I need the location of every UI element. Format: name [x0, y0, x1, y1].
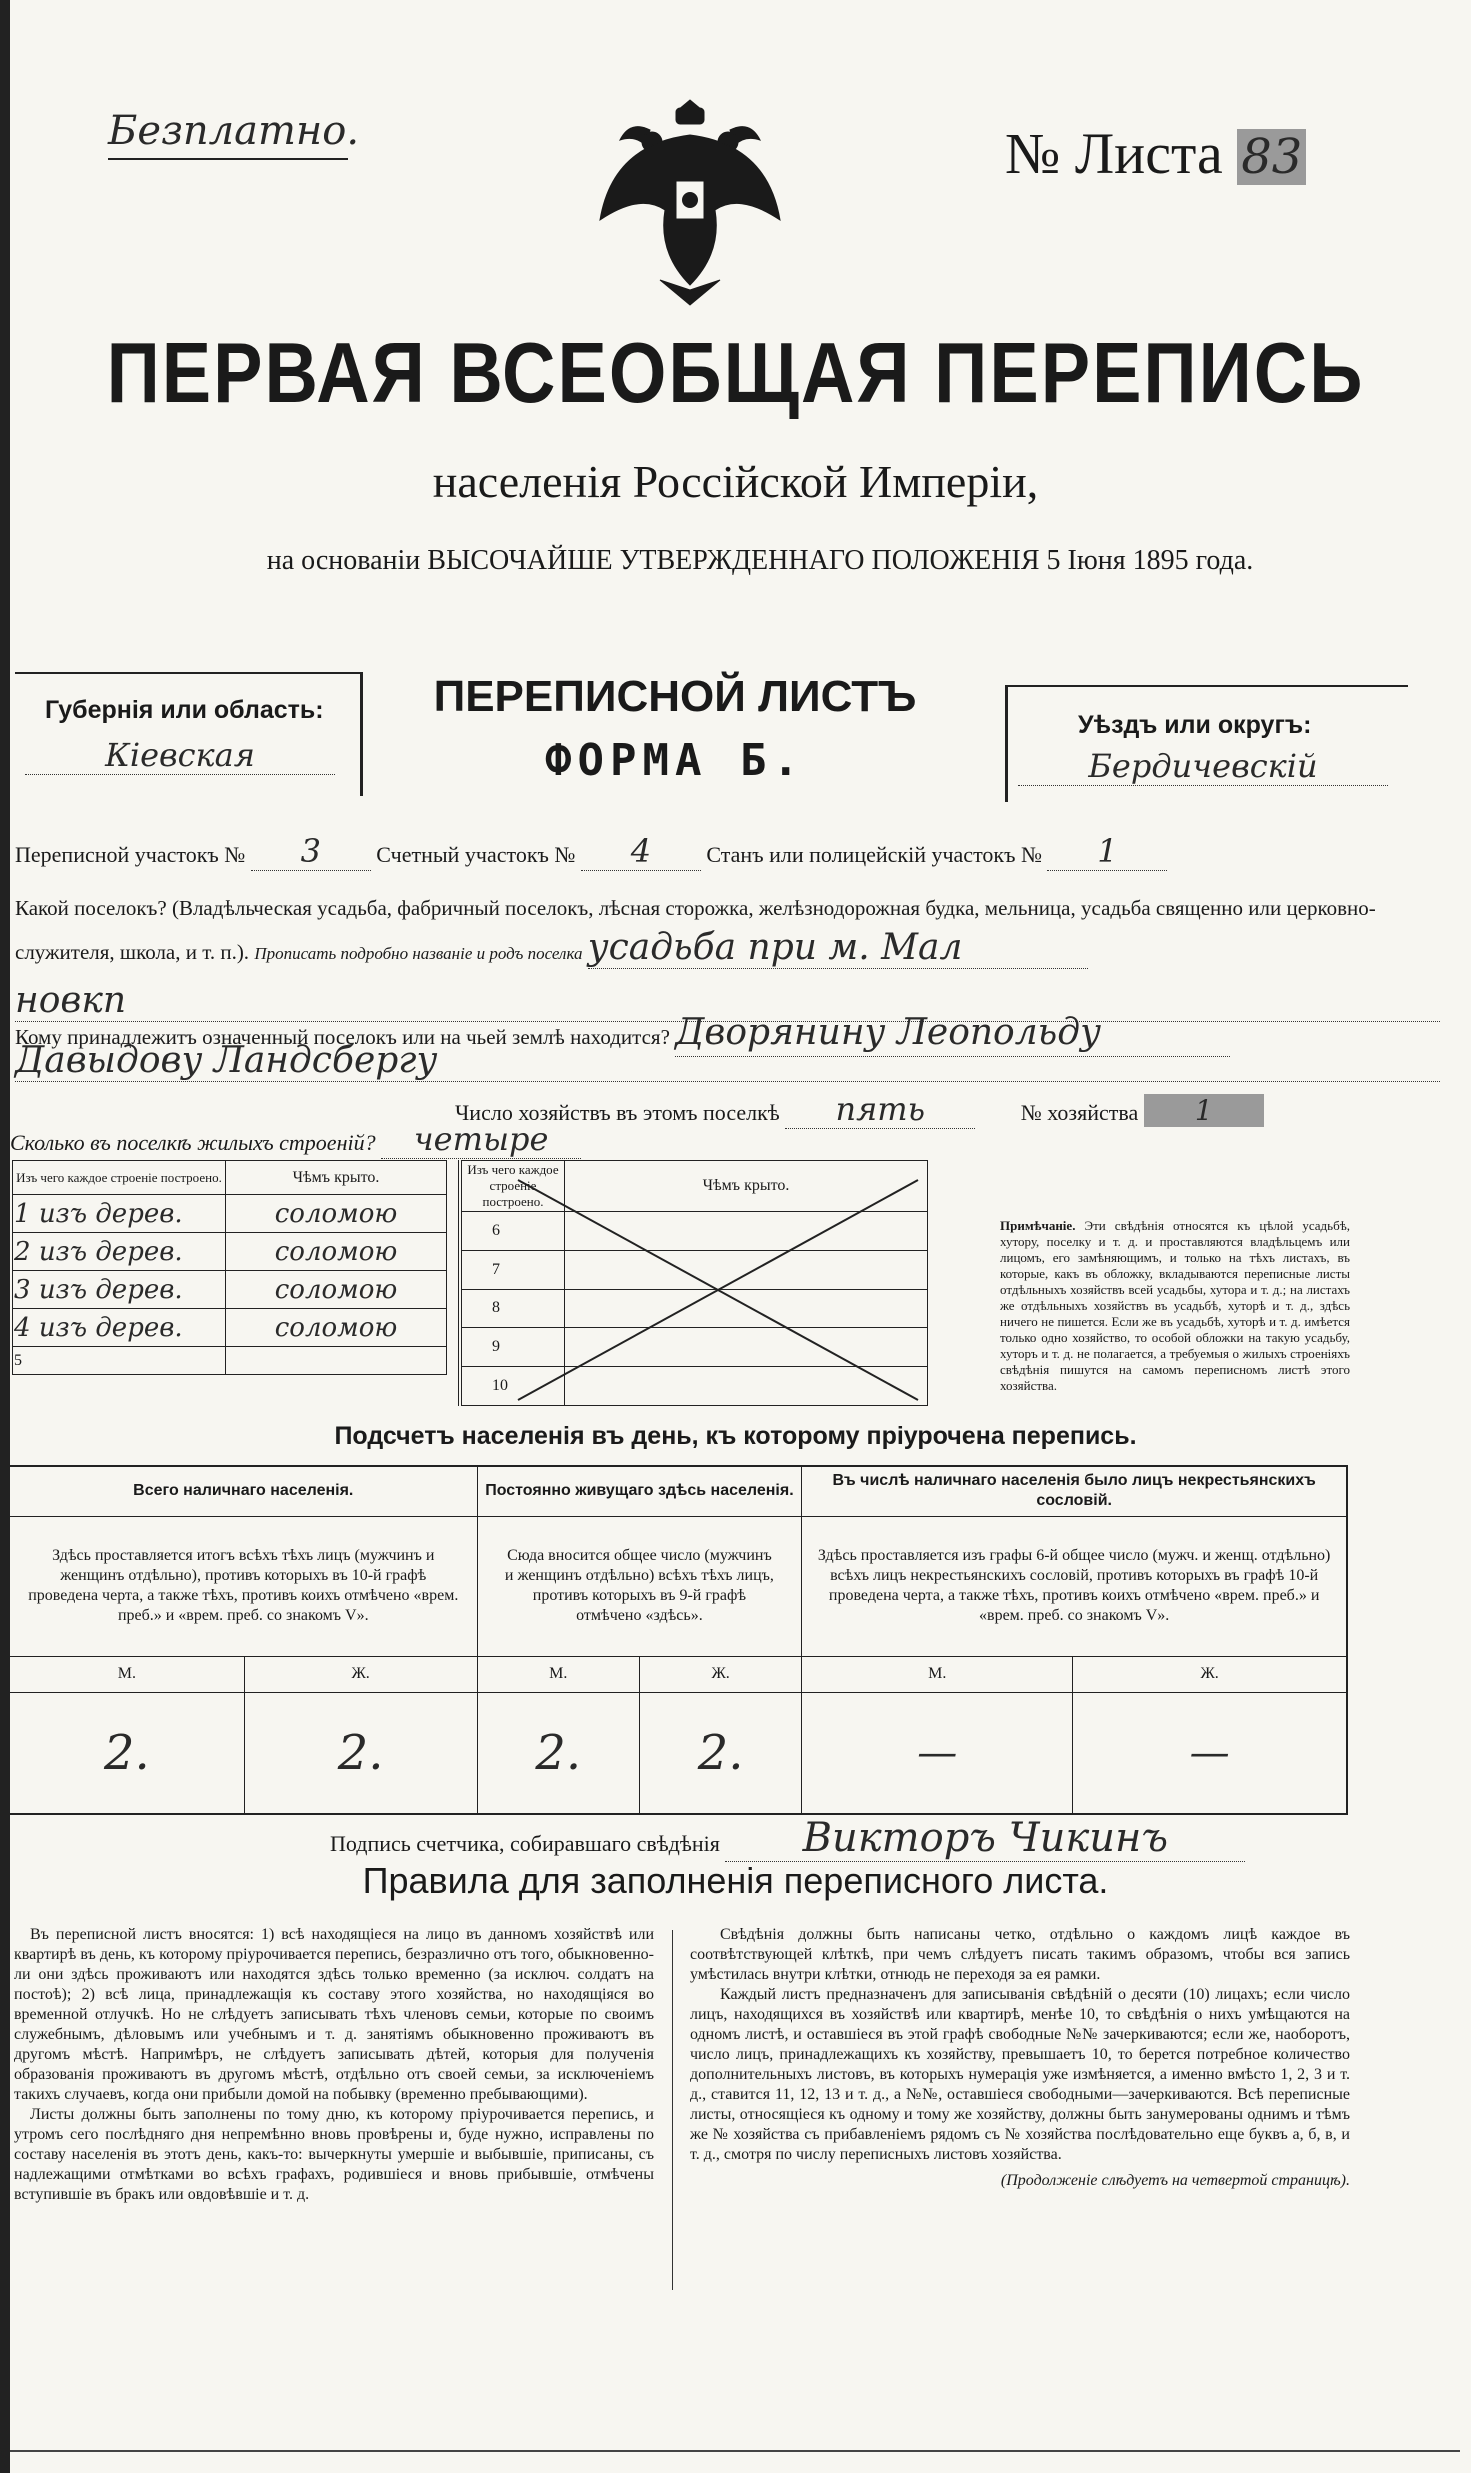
province-box — [15, 672, 363, 796]
sections-line — [15, 832, 1455, 871]
settlement-value-2: новкп — [15, 980, 1440, 1022]
note-text: Эти свѣдѣнія относятся къ цѣлой усадьбѣ, хутору, поселку и т. д. и проставляются владѣльцемъ или лицомъ, его замѣняющимъ, и только на тѣхъ листахъ, въ которые, какъ въ обложку, вкладываются переписные листы отдѣльныхъ хозяйствъ всей усадьбы, хутора и т. д.; на листахъ же отдѣльныхъ хозяйствъ въ усадьбѣ, хуторѣ и т. д., здѣсь ничего не пишется. Если же въ усадьбѣ, хуторѣ и т. д. имѣется только одно хозяйство, то особой обложки на такую усадьбу, хуторъ и т. д. не полагается, а требуемыя о жилыхъ строеніяхъ свѣдѣнія пишутся на самомъ переписномъ листѣ этого хозяйства. — [1000, 1218, 1351, 1393]
non-peasant-title: Въ числѣ наличнаго населенія было лицъ некрестьянскихъ сословій. — [802, 1466, 1347, 1516]
rules-left-paragraph-2: Листы должны быть заполнены по тому дню, къ которому пріурочивается перепись, и утромъ сего послѣдняго дня непремѣнно вновь провѣрены и, буде нужно, исправлены по составу населенія въ этотъ день, какъ-то: вычеркнуты умершіе и выбывшіе, приписаны, съ надлежащими отмѣтками во всѣхъ графахъ, родившіеся и вновь прибывшіе, отмѣчены вступившіе въ бракъ или овдовѣвшіе и т. д. — [14, 2106, 654, 2203]
double-headed-eagle-emblem — [590, 90, 790, 310]
buildings-grid-left — [12, 1160, 447, 1375]
settlement-label: Какой поселокъ? — [15, 896, 167, 920]
row-number: 1 — [14, 1198, 31, 1229]
census-basis: на основаніи ВЫСОЧАЙШЕ УТВЕРЖДЕННАГО ПОЛОЖЕНІЯ 5 Іюня 1895 года. — [266, 545, 1254, 576]
permanent-male-value: 2. — [477, 1692, 639, 1814]
female-header: Ж. — [244, 1656, 477, 1692]
buildings-table-left — [12, 1160, 447, 1375]
row-number: 4 — [14, 1312, 31, 1343]
bottom-edge-line — [10, 2450, 1460, 2452]
roof-header-right: Чѣмъ крыто. — [565, 1161, 928, 1212]
row-number: 10 — [460, 1367, 565, 1406]
rules-right-column — [690, 1925, 1350, 2191]
settlement-value-1: усадьба при м. Мал — [588, 928, 1088, 969]
row-number: 2 — [14, 1236, 31, 1267]
row-material: изъ дерев. — [38, 1236, 183, 1267]
material-header-right: Изъ чего каждое строеніе построено. — [460, 1161, 565, 1212]
row-number: 5 — [13, 1347, 226, 1375]
row-roof: соломою — [226, 1309, 447, 1347]
table-row — [13, 1271, 447, 1309]
male-header: М. — [9, 1656, 244, 1692]
row-number: 6 — [460, 1212, 565, 1251]
district-box — [1005, 685, 1408, 802]
free-underline — [108, 158, 348, 160]
permanent-population-text: Сюда вносится общее число (мужчинъ и женщинъ отдѣльно) всѣхъ тѣхъ лицъ, противъ которыхъ въ 9-й графѣ отмѣчено «здѣсь». — [477, 1516, 802, 1656]
row-number: 7 — [460, 1250, 565, 1289]
signature-value: Викторъ Чикинъ — [725, 1815, 1245, 1862]
owner-value-1: Дворянину Леопольду — [675, 1010, 1230, 1057]
table-row — [13, 1233, 447, 1271]
census-subtitle: населенія Россійской Имперіи, — [432, 456, 1039, 507]
sheet-number-text: № Листа — [1005, 121, 1223, 186]
owner-value-2: Давыдову Ландсбергу — [15, 1040, 1440, 1082]
buildings-label: Сколько въ поселкѣ жилыхъ строеній? — [10, 1130, 376, 1155]
total-female-value: 2. — [244, 1692, 477, 1814]
rules-left-paragraph-1: Въ переписной листъ вносятся: 1) всѣ находящіеся на лицо въ данномъ хозяйствѣ или квартирѣ въ день, къ которому пріурочивается перепись, безразлично отъ того, обыкновенно-ли они здѣсь проживаютъ или находятся здѣсь только временно (за исключ. солдатъ на постоѣ); 2) всѣ лица, принадлежащія къ составу этого хозяйства, но находящіяся во временной отлучкѣ. Но не слѣдуетъ записывать тѣхъ членовъ семьи, которые по своимъ служебнымъ, дѣловымъ или учебнымъ и т. д. занятіямъ обыкновенно проживаютъ въ другомъ мѣстѣ. Напримѣръ, не слѣдуетъ записывать дѣтей, которыя для полученія образованія проживаютъ въ другомъ мѣстѣ, отдѣльно отъ своей семьи, за исключеніемъ такихъ случаевъ, когда они прибыли домой на побывку (временно пребывающими). — [14, 1926, 654, 2103]
rules-continuation: (Продолженіе слѣдуетъ на четвертой страницѣ). — [1000, 2172, 1350, 2189]
signature-label: Подпись счетчика, собиравшаго свѣдѣнія — [330, 1831, 720, 1856]
row-number: 9 — [460, 1328, 565, 1367]
signature-line — [330, 1815, 1330, 1862]
settlement-hint: (Владѣльческая усадьба, фабричный поселокъ, лѣсная сторожка, желѣзнодорожная будка, мельница, усадьба священно или церковно-служителя, школа, и т. п.). — [15, 896, 1376, 964]
free-label: Безплатно. — [108, 108, 360, 154]
rules-left-column — [14, 1925, 654, 2205]
police-section-value: 1 — [1047, 832, 1167, 871]
male-header: М. — [477, 1656, 639, 1692]
row-material: изъ дерев. — [38, 1312, 183, 1343]
female-header: Ж. — [1073, 1656, 1347, 1692]
table-row — [13, 1347, 447, 1375]
owner-label: Кому принадлежитъ означенный поселокъ или на чьей землѣ находится? — [15, 1025, 670, 1049]
male-header: М. — [802, 1656, 1073, 1692]
note-title: Примѣчаніе. — [1000, 1218, 1076, 1233]
settlement-block — [15, 888, 1455, 974]
households-label: Число хозяйствъ въ этомъ поселкѣ — [455, 1100, 780, 1125]
cross-out-mark — [458, 1160, 928, 1406]
police-section-label: Станъ или полицейскій участокъ № — [706, 842, 1042, 867]
sheet-number-value: 83 — [1237, 129, 1306, 185]
total-population-text: Здѣсь проставляется итогъ всѣхъ тѣхъ лицъ (мужчинъ и женщинъ отдѣльно), противъ которыхъ въ 10-й графѣ проведена черта, а также тѣхъ, противъ коихъ отмѣчено «врем. преб.» и «врем. преб. со знакомъ V». — [9, 1516, 477, 1656]
buildings-line — [10, 1120, 1010, 1159]
rules-right-paragraph-2: Каждый листъ предназначенъ для записыванія свѣдѣній о десяти (10) лицахъ; если число лицъ, находящихся въ хозяйствѣ или квартирѣ, менѣе 10, то свѣдѣнія о нихъ умѣщаются на одномъ листѣ, и оставшіеся въ этой графѣ свободные №№ зачеркиваются; если же, наоборотъ, число лицъ, принадлежащихъ къ хозяйству, превышаетъ 10, то берется потребное количество дополнительныхъ листовъ, въ которыхъ нумерація уже измѣняется, а именно вмѣсто 1, 2, 3 и т. д., ставится 11, 12, 13 и т. д., а №№, оставшіеся свободными—зачеркиваются. Всѣ переписные листы, относящіеся къ одному и тому же хозяйству, должны быть занумерованы однимъ и тѣмъ же № хозяйства съ прибавленіемъ рядомъ съ № хозяйства послѣдовательно еще буквъ а, б, в, и т. д., смотря по числу переписныхъ листовъ хозяйства. — [690, 1986, 1350, 2163]
counting-section-label: Счетный участокъ № — [376, 842, 576, 867]
rules-heading: Правила для заполненія переписного листа. — [362, 1860, 1109, 1901]
row-roof: соломою — [226, 1271, 447, 1309]
province-value: Кіевская — [25, 736, 335, 775]
census-section-value: 3 — [251, 832, 371, 871]
population-table — [8, 1465, 1348, 1815]
table-row — [13, 1309, 447, 1347]
non-peasant-female-value: — — [1073, 1692, 1347, 1814]
row-number: 8 — [460, 1289, 565, 1328]
row-number: 3 — [14, 1274, 31, 1305]
female-header: Ж. — [639, 1656, 801, 1692]
row-roof: соломою — [226, 1195, 447, 1233]
non-peasant-male-value: — — [802, 1692, 1073, 1814]
roof-header: Чѣмъ крыто. — [226, 1161, 447, 1195]
buildings-table-right — [458, 1160, 928, 1406]
sheet-number-label — [1005, 120, 1306, 187]
row-material: изъ дерев. — [38, 1198, 183, 1229]
district-value: Бердичевскій — [1018, 747, 1388, 786]
material-header: Изъ чего каждое строеніе построено. — [13, 1161, 226, 1195]
population-heading: Подсчетъ населенія въ день, къ которому пріурочена перепись. — [334, 1422, 1137, 1450]
permanent-population-title: Постоянно живущаго здѣсь населенія. — [477, 1466, 802, 1516]
sheet-title: ПЕРЕПИСНОЙ ЛИСТЪ — [433, 672, 917, 721]
non-peasant-text: Здѣсь проставляется изъ графы 6-й общее число (мужч. и женщ. отдѣльно) всѣхъ лицъ некрестьянскихъ сословій, противъ которыхъ въ графѣ 10-й проведена черта, а также тѣхъ, противъ коихъ отмѣчено «врем. преб.» и «врем. преб. со знакомъ V». — [802, 1516, 1347, 1656]
settlement-instruction: Прописать подробно названіе и родъ поселка — [254, 944, 583, 963]
household-number-label: № хозяйства — [1020, 1100, 1139, 1125]
total-male-value: 2. — [9, 1692, 244, 1814]
buildings-value: четыре — [381, 1120, 581, 1159]
counting-section-value: 4 — [581, 832, 701, 871]
permanent-female-value: 2. — [639, 1692, 801, 1814]
row-material: изъ дерев. — [38, 1274, 183, 1305]
census-section-label: Переписной участокъ № — [15, 842, 246, 867]
rules-right-paragraph-1: Свѣдѣнія должны быть написаны четко, отдѣльно о каждомъ лицѣ каждое въ соотвѣтствующей клѣткѣ, при чемъ слѣдуетъ писать такимъ образомъ, чтобы вся запись умѣстилась внутри клѣтки, отнюдь не переходя за ея рамки. — [690, 1926, 1350, 1983]
district-label: Уѣздъ или округъ: — [1078, 711, 1312, 739]
note-block — [1000, 1218, 1350, 1394]
rules-column-divider — [672, 1930, 673, 2290]
province-label: Губернія или область: — [45, 696, 324, 724]
census-title: ПЕРВАЯ ВСЕОБЩАЯ ПЕРЕПИСЬ — [106, 324, 1365, 421]
total-population-title: Всего наличнаго населенія. — [9, 1466, 477, 1516]
table-row — [13, 1195, 447, 1233]
row-roof: соломою — [226, 1233, 447, 1271]
form-name: ФОРМА Б. — [545, 735, 805, 786]
households-value: пять — [785, 1090, 975, 1129]
household-number-value: 1 — [1144, 1094, 1264, 1127]
